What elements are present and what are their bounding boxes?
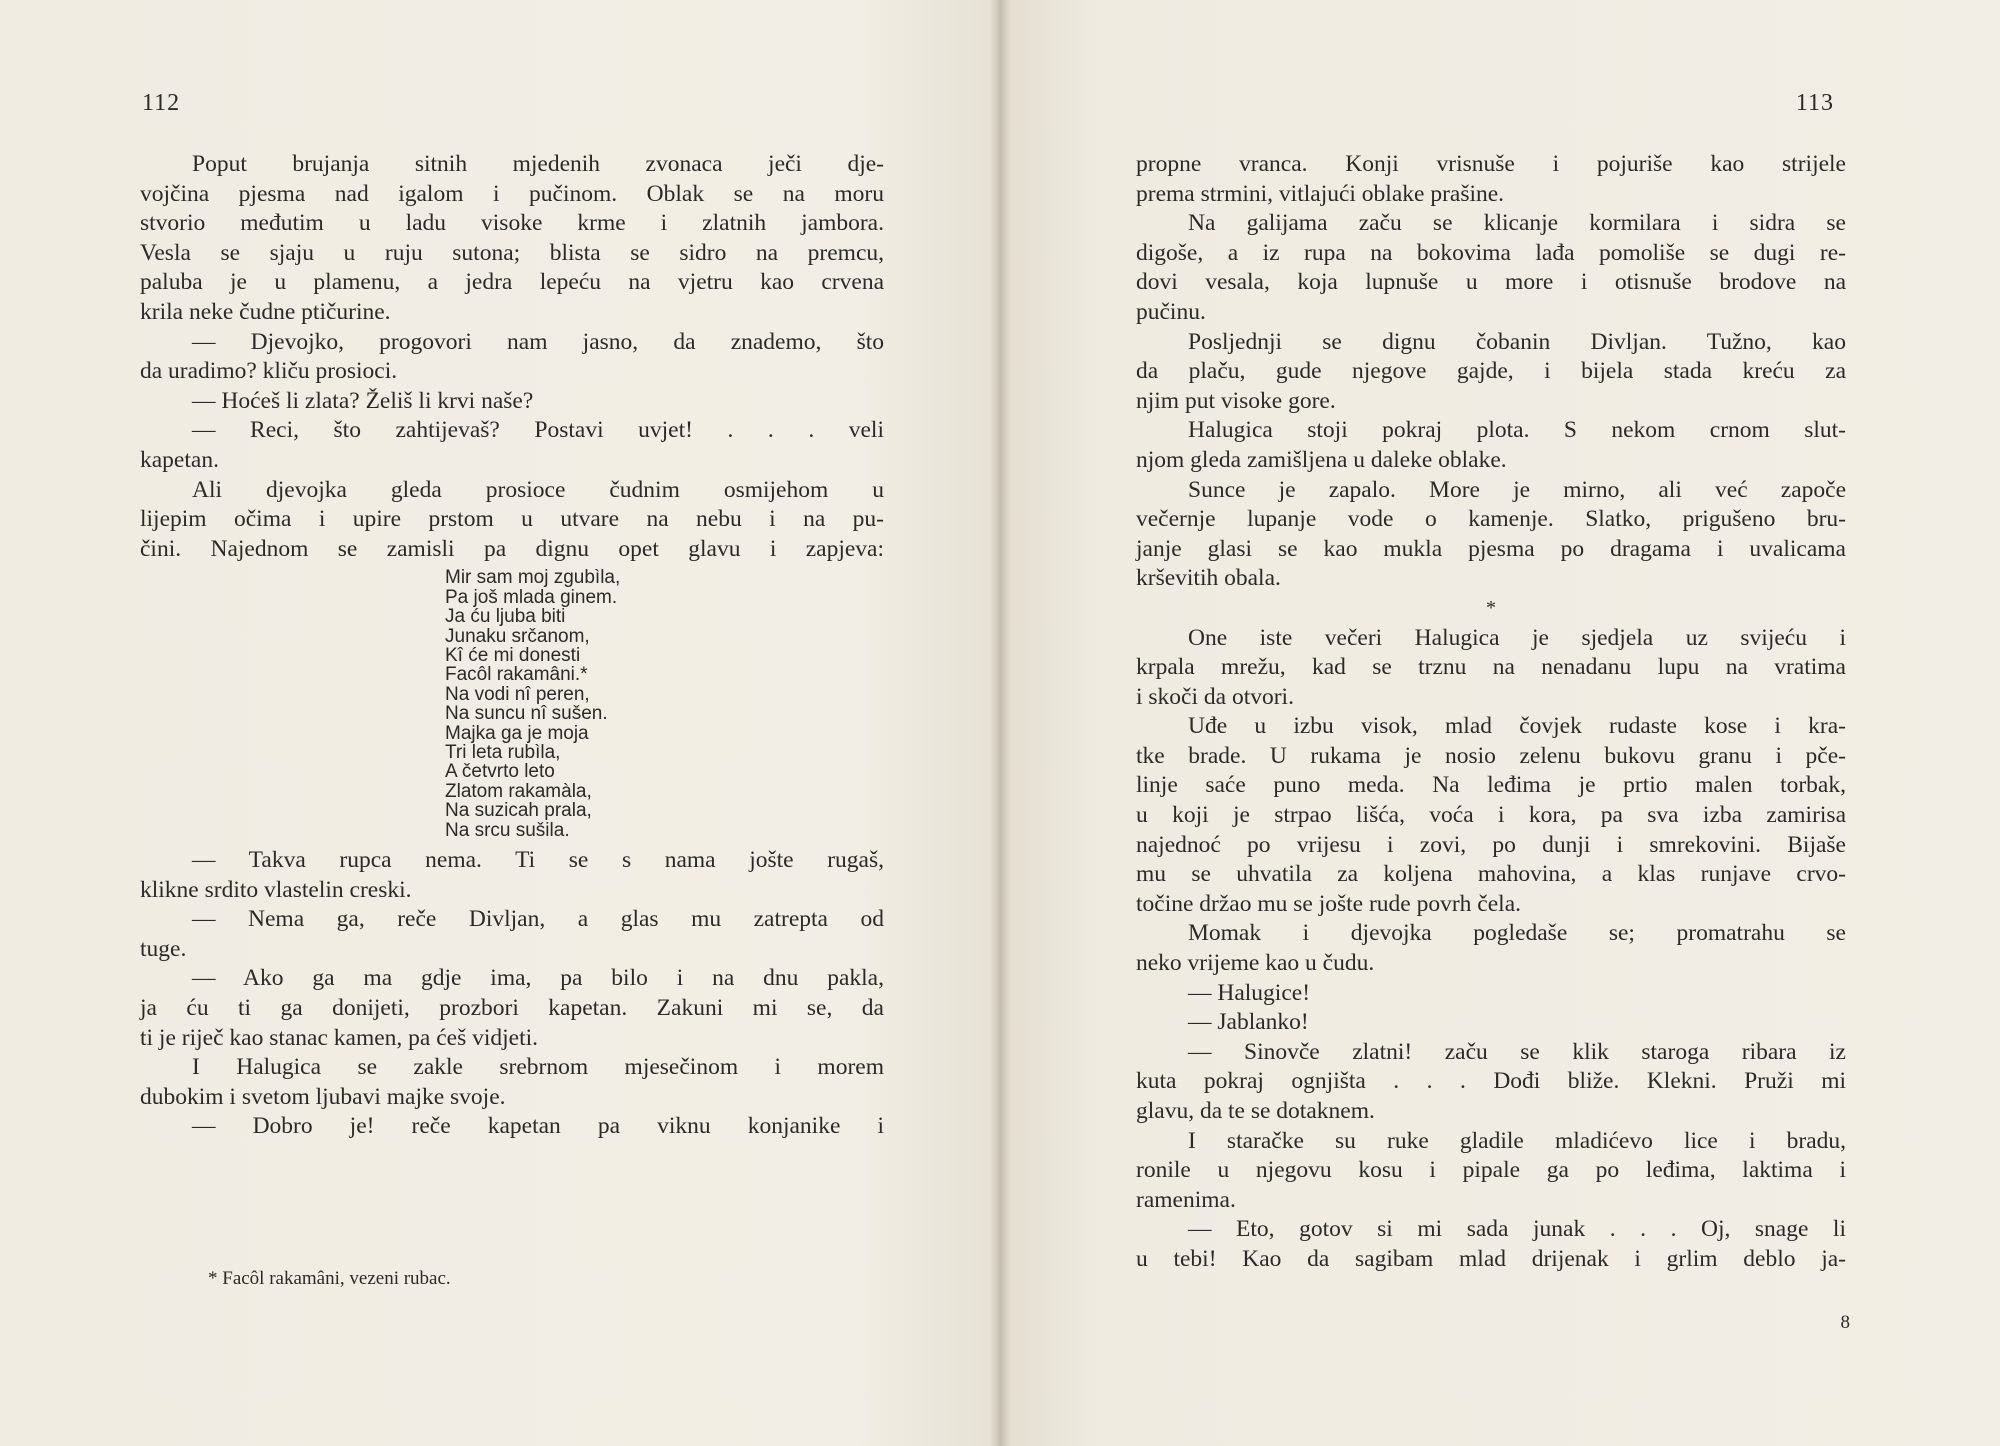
text-line: Sunce je zapalo. More je mirno, ali već započe [1188,476,1846,503]
text-line: dubokim i svetom ljubavi majke svoje. [140,1083,506,1110]
poem-line: Tri leta rubìla, [445,741,561,763]
text-line: propne vranca. Konji vrisnuše i pojuriše kao strijele [1136,151,1846,177]
text-line: Momak i djevojka pogledaše se; promatrahu se [1188,920,1846,947]
right-page [1000,0,2000,1446]
text-line: kapetan. [140,446,219,473]
text-line: krševitih obala. [1136,565,1281,592]
text-line: Na galijama začu se klicanje kormilara i sidra se [1188,210,1846,237]
left-prose-after-poem [140,846,884,1142]
text-line: Vesla se sjaju u ruju sutona; blista se sidro na premcu, [140,239,884,266]
poem-line: Na srcu sušila. [445,819,570,841]
text-line: krpala mrežu, kad se trznu na nenadanu lupu na vratima [1136,654,1846,681]
text-line: stvorio međutim u ladu visoke krme i zlatnih jambora. [140,210,884,237]
text-line: kuta pokraj ognjišta . . . Dođi bliže. Klekni. Pruži mi [1136,1068,1846,1095]
text-line: glavu, da te se dotaknem. [1136,1098,1375,1124]
poem-line: Pa još mlada ginem. [445,586,618,608]
poem-line: Na suncu nî sušen. [445,703,608,725]
text-line: ronile u njegovu kosu i pipale ga po leđima, laktima i [1136,1157,1846,1184]
text-line: — Jablanko! [1188,1009,1309,1036]
text-line: — Dobro je! reče kapetan pa viknu konjanike i [192,1113,884,1140]
text-line: ja ću ti ga donijeti, prozbori kapetan. Zakuni mi se, da [140,994,884,1021]
left-page-text [140,150,884,1142]
text-line: I Halugica se zakle srebrnom mjesečinom i morem [192,1054,884,1081]
right-page-text [1136,150,1846,1275]
text-line: Ali djevojka gleda prosioce čudnim osmijehom u [192,476,884,503]
text-line: prema strmini, vitlajući oblake prašine. [1136,180,1505,207]
text-line: tke brade. U rukama je nosio zelenu bukovu granu i pče- [1136,742,1846,769]
text-line: ramenima. [1136,1186,1236,1213]
text-line: — Nema ga, reče Divljan, a glas mu zatrepta od [192,906,884,933]
text-line: čini. Najednom se zamisli pa dignu opet glavu i zapjeva: [140,535,884,562]
text-line: janje glasi se kao mukla pjesma po dragama i uvalicama [1136,535,1846,562]
left-prose-before-poem [140,150,884,564]
text-line: najednoć po vrijesu i zovi, po dunji i smrekovini. Bijaše [1136,831,1846,858]
text-line: — Djevojko, progovori nam jasno, da znademo, što [192,328,884,355]
text-line: — Hoćeš li zlata? Želiš li krvi naše? [192,387,534,414]
signature-mark: 8 [1840,1312,1850,1333]
book-gutter [990,0,1010,1446]
poem-line: Na suzicah prala, [445,800,592,822]
text-line: da uradimo? kliču prosioci. [140,358,398,385]
text-line: pučinu. [1136,298,1206,325]
text-line: da plaču, gude njegove gajde, i bijela stada kreću za [1136,358,1846,385]
text-line: večernje lupanje vode o kamenje. Slatko, prigušeno bru- [1136,506,1846,533]
text-line: i skoči da otvori. [1136,683,1294,710]
poem-line: Junaku srčanom, [445,625,590,647]
text-line: One iste večeri Halugica je sjedjela uz svijeću i [1188,624,1846,651]
poem-line: Kî će mi donesti [445,644,581,666]
poem-line: Facôl rakamâni.* [445,664,588,686]
text-line: lijepim očima i upire prstom u utvare na nebu i na pu- [140,506,884,533]
text-line: digoše, a iz rupa na bokovima lađa pomoliše se dugi re- [1136,239,1846,266]
text-line: — Ako ga ma gdje ima, pa bilo i na dnu pakla, [192,965,884,992]
text-line: tuge. [140,935,187,962]
text-line: Poput brujanja sitnih mjedenih zvonaca ječi dje- [192,151,884,177]
page-number-right: 113 [1795,90,1834,116]
text-line: neko vrijeme kao u čudu. [1136,950,1375,977]
text-line: Uđe u izbu visok, mlad čovjek rudaste kose i kra- [1188,713,1846,740]
poem-line: Ja ću ljuba biti [445,606,566,628]
text-line: I staračke su ruke gladile mladićevo lice i bradu, [1188,1127,1846,1154]
text-line: u koji je strpao lišća, voća i kora, pa sva izba zamirisa [1136,802,1846,829]
footnote: * Facôl rakamâni, vezeni rubac. [208,1268,451,1289]
text-line: u tebi! Kao da sagibam mlad drijenak i grlim deblo ja- [1136,1245,1846,1272]
poem-line: Zlatom rakamàla, [445,780,592,802]
text-line: Halugica stoji pokraj plota. S nekom crnom slut- [1188,417,1846,444]
poem-line: Mir sam moj zgubìla, [445,567,621,589]
text-line: Posljednji se dignu čobanin Divljan. Tužno, kao [1188,328,1846,355]
text-line: mu se uhvatila za koljena mahovina, a klas runjave crvo- [1136,861,1846,888]
text-line: linje saće puno meda. Na leđima je prtio malen torbak, [1136,772,1846,799]
poem-line: A četvrto leto [445,761,555,783]
text-line: — Takva rupca nema. Ti se s nama jošte rugaš, [192,847,884,873]
section-divider: * [1486,596,1496,619]
text-line: dovi vesala, koja lupnuše u more i otisnuše brodove na [1136,269,1846,296]
text-line: njim put visoke gore. [1136,387,1336,414]
text-line: — Reci, što zahtijevaš? Postavi uvjet! . . . veli [192,417,884,444]
text-line: točine držao mu se jošte rude povrh čela. [1136,890,1521,917]
poem-line: Majka ga je moja [445,722,589,744]
text-line: — Eto, gotov si mi sada junak . . . Oj, snage li [1188,1216,1846,1243]
page-number-left: 112 [142,90,181,116]
text-line: — Halugice! [1188,979,1311,1006]
text-line: — Sinovče zlatni! začu se klik staroga ribara iz [1188,1038,1846,1065]
text-line: vojčina pjesma nad igalom i pučinom. Oblak se na moru [140,180,884,207]
text-line: ti je riječ kao stanac kamen, pa ćeš vidjeti. [140,1024,539,1051]
poem [445,568,884,840]
text-line: krila neke čudne ptičurine. [140,298,391,325]
text-line: njom gleda zamišljena u daleke oblake. [1136,446,1507,473]
text-line: paluba je u plamenu, a jedra lepeću na vjetru kao crvena [140,269,884,296]
poem-line: Na vodi nî peren, [445,683,590,705]
text-line: klikne srdito vlastelin creski. [140,876,412,903]
